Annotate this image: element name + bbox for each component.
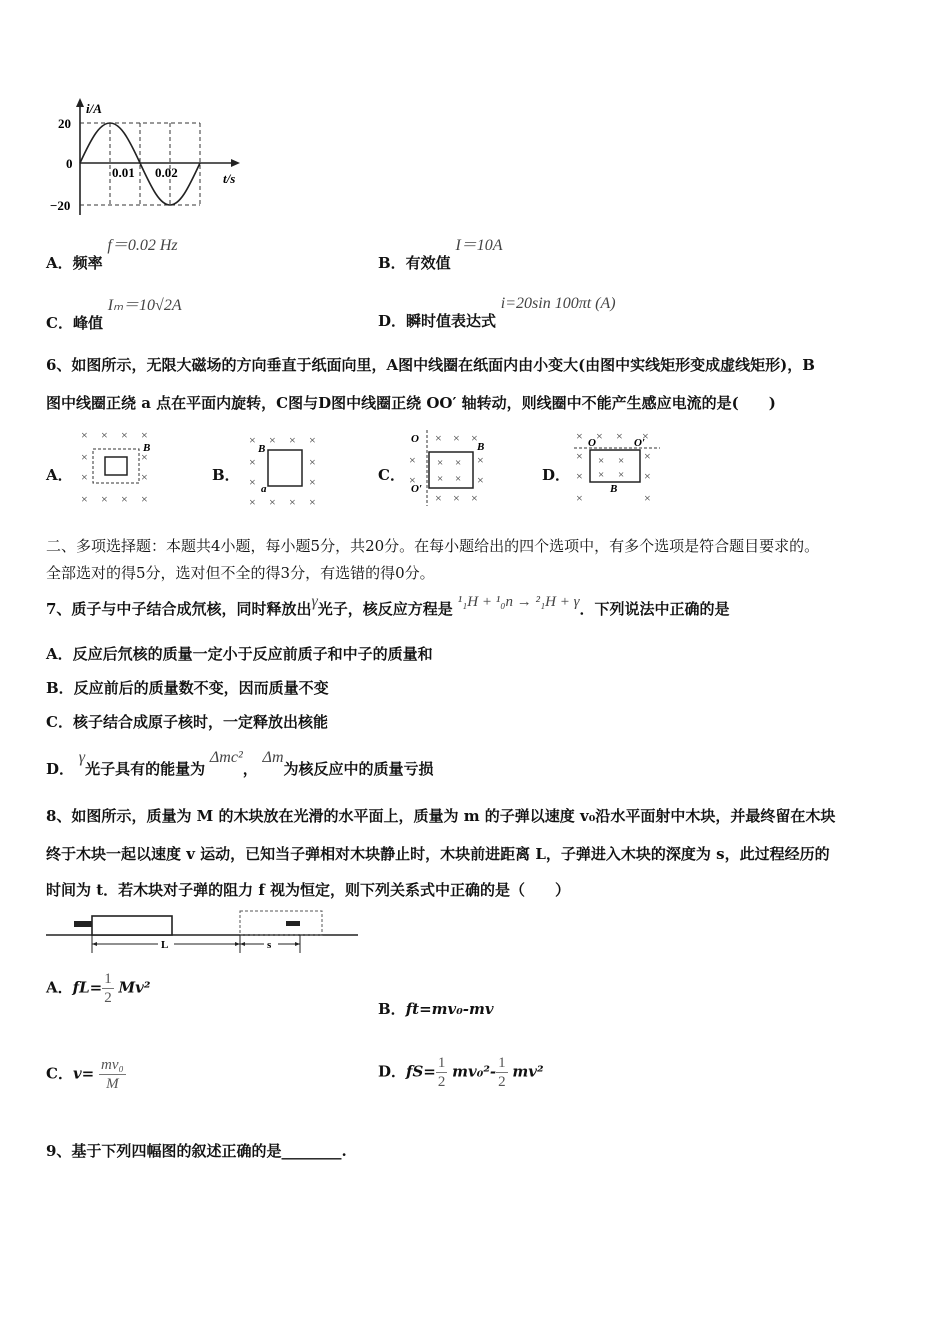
q6-figure-b: [243, 430, 328, 510]
svg-text:×: ×: [101, 492, 108, 506]
graph-tick-001: 0.01: [112, 165, 135, 180]
svg-text:×: ×: [409, 473, 416, 487]
q7-d-math1: Δmc²: [209, 749, 243, 766]
svg-text:×: ×: [477, 453, 484, 467]
svg-text:×: ×: [576, 449, 583, 463]
svg-text:×: ×: [81, 470, 88, 484]
svg-text:×: ×: [453, 431, 460, 445]
svg-text:×: ×: [121, 492, 128, 506]
svg-text:×: ×: [644, 469, 651, 483]
fig-b-letter-a: a: [261, 483, 267, 495]
q8-option-b: [378, 998, 494, 1019]
bullet-final: [286, 921, 300, 926]
svg-text:×: ×: [576, 469, 583, 483]
svg-text:×: ×: [642, 429, 649, 443]
svg-text:×: ×: [309, 433, 316, 447]
svg-text:×: ×: [141, 450, 148, 464]
svg-text:×: ×: [435, 491, 442, 505]
svg-text:×: ×: [616, 429, 623, 443]
q8-option-d: [378, 1054, 544, 1091]
q8-a-post: Mv²: [118, 978, 151, 997]
q7-d-text2: 为核反应中的质量亏损: [283, 760, 434, 778]
svg-text:×: ×: [269, 495, 276, 509]
svg-text:×: ×: [289, 433, 296, 447]
svg-text:×: ×: [121, 428, 128, 442]
q8-stem-line3: 时间为 t．若木块对子弹的阻力 f 视为恒定，则下列关系式中正确的是（ ）: [46, 881, 571, 899]
q6-label-b: B．: [212, 466, 240, 484]
sine-curve: [80, 123, 200, 205]
svg-text:×: ×: [249, 495, 256, 509]
q7-stem-a: 7、质子与中子结合成氘核，同时释放出: [46, 600, 312, 618]
svg-text:×: ×: [81, 428, 88, 442]
graph-ylabel: i/A: [86, 101, 102, 116]
q5-option-d: [378, 292, 616, 330]
q7-gamma: γ: [311, 593, 318, 610]
q7-stem-c: ．下列说法中正确的是: [579, 600, 730, 618]
q7-d-math2: Δm: [262, 749, 284, 766]
svg-text:×: ×: [471, 491, 478, 505]
svg-text:×: ×: [309, 495, 316, 509]
svg-text:×: ×: [269, 433, 276, 447]
q5-option-c-label: C．峰值: [46, 314, 103, 332]
graph-tick-20: 20: [58, 116, 71, 131]
svg-text:×: ×: [249, 455, 256, 469]
q8-c-frac: [99, 1056, 126, 1093]
q8-c-pre: v=: [72, 1064, 95, 1083]
graph-tick-neg20: −20: [50, 198, 71, 213]
svg-text:×: ×: [596, 429, 603, 443]
q7-option-d: [46, 746, 434, 778]
q6-stem-line1: 6、如图所示，无限大磁场的方向垂直于纸面向里，A图中线圈在纸面内由小变大(由图中实线矩形变成虚线矩形)，B: [46, 356, 815, 374]
svg-text:×: ×: [289, 495, 296, 509]
svg-text:×: ×: [141, 492, 148, 506]
q8-d-frac2: [496, 1054, 508, 1091]
q8-d-mid: mv₀²-: [452, 1062, 497, 1081]
q7-d-gamma: γ: [78, 749, 86, 766]
q8-d-num1: 1: [437, 1055, 446, 1071]
q8-b-label: B．: [378, 1000, 406, 1018]
fig-label-s: s: [267, 939, 272, 951]
block-final: [240, 911, 322, 935]
q8-d-label: D．: [378, 1062, 407, 1081]
q6-label-a: A．: [46, 466, 73, 484]
svg-text:×: ×: [409, 453, 416, 467]
q7-option-a: A．反应后氘核的质量一定小于反应前质子和中子的质量和: [46, 645, 433, 663]
section2-line1: 二、多项选择题：本题共4小题，每小题5分，共20分。在每小题给出的四个选项中，有多个选项是符合题目要求的。: [46, 537, 820, 555]
q7-stem: [46, 590, 730, 618]
q8-a-label: A．: [46, 978, 73, 997]
svg-text:×: ×: [437, 473, 444, 485]
q8-d-pre: fS=: [406, 1062, 436, 1081]
q8-option-a: [46, 970, 150, 1007]
fig-c-letter-o: O: [411, 433, 419, 445]
svg-text:×: ×: [455, 457, 462, 469]
svg-text:×: ×: [309, 455, 316, 469]
q6-figure-d: [572, 426, 662, 508]
q7-equation: ¹₁H + ¹₀n → ²₁H + γ: [457, 594, 580, 610]
q9-stem: 9、基于下列四幅图的叙述正确的是________.: [46, 1142, 347, 1160]
svg-text:×: ×: [477, 473, 484, 487]
svg-text:×: ×: [249, 433, 256, 447]
svg-text:×: ×: [598, 455, 605, 467]
q8-d-num2: 1: [498, 1055, 506, 1071]
q8-d-den1: 2: [437, 1074, 446, 1090]
q8-stem-line2: 终于木块一起以速度 v 运动，已知当子弹相对木块静止时，木块前进距离 L，子弹进入木块的深度为 s，此过程经历的: [46, 845, 830, 863]
q8-b-expr: ft=mv₀-mv: [405, 1000, 494, 1018]
fig-a-letter-b: B: [143, 442, 151, 454]
q8-a-pre: fL=: [72, 978, 103, 997]
fig-label-l: L: [161, 939, 169, 951]
q7-d-sep: ，: [242, 760, 258, 778]
q8-d-den2: 2: [498, 1074, 506, 1090]
q5-option-b-math: I＝10A: [455, 237, 503, 254]
q7-d-label: D．: [46, 760, 75, 778]
svg-text:×: ×: [618, 455, 625, 467]
svg-text:×: ×: [81, 450, 88, 464]
q8-d-frac1: [436, 1054, 448, 1091]
svg-text:×: ×: [598, 469, 605, 481]
q5-option-c: [46, 292, 182, 332]
svg-text:×: ×: [141, 428, 148, 442]
q8-option-c: [46, 1056, 126, 1093]
svg-text:×: ×: [141, 470, 148, 484]
q8-a-frac: [102, 970, 114, 1007]
q5-option-c-math: Iₘ＝10√2A: [107, 297, 182, 314]
svg-text:×: ×: [618, 469, 625, 481]
q7-option-b: B．反应前后的质量数不变，因而质量不变: [46, 679, 329, 697]
q6-label-c: C．: [378, 466, 405, 484]
section2-line2: 全部选对的得5分，选对但不全的得3分，有选错的得0分。: [46, 564, 435, 582]
svg-text:×: ×: [249, 475, 256, 489]
svg-text:×: ×: [453, 491, 460, 505]
q8-a-num: 1: [104, 971, 112, 987]
block-initial: [92, 916, 172, 935]
q5-option-b: [378, 232, 503, 272]
sine-current-graph: [40, 95, 250, 220]
q6-figure-a: [75, 425, 165, 507]
graph-xlabel: t/s: [223, 171, 236, 186]
svg-text:×: ×: [644, 449, 651, 463]
svg-text:×: ×: [471, 431, 478, 445]
svg-text:×: ×: [576, 491, 583, 505]
q5-option-a: [46, 232, 178, 272]
q6-figure-c: [405, 428, 495, 508]
q7-stem-b: 光子，核反应方程是: [317, 600, 453, 618]
q8-c-den: M: [106, 1076, 119, 1092]
fig-c-letter-op: O′: [411, 483, 423, 495]
q5-option-d-math: i=20sin 100πt (A): [500, 295, 616, 312]
svg-text:×: ×: [309, 475, 316, 489]
fig-d-letter-op: O′: [634, 437, 646, 449]
fig-b-letter-b: B: [258, 443, 266, 455]
fig-d-letter-o: O: [588, 437, 596, 449]
graph-tick-002: 0.02: [155, 165, 178, 180]
q8-c-num: mv₀: [101, 1057, 124, 1073]
svg-text:×: ×: [644, 491, 651, 505]
q8-stem-line1: 8、如图所示，质量为 M 的木块放在光滑的水平面上，质量为 m 的子弹以速度 v₀沿水平面射中木块，并最终留在木块: [46, 807, 836, 825]
q8-c-label: C．: [46, 1064, 73, 1083]
q5-option-d-label: D．瞬时值表达式: [378, 312, 497, 330]
q5-option-a-math: f＝0.02 Hz: [107, 237, 178, 254]
fig-c-letter-b: B: [477, 441, 485, 453]
svg-text:×: ×: [455, 473, 462, 485]
q8-block-bullet-figure: [46, 905, 361, 955]
svg-text:×: ×: [101, 428, 108, 442]
q5-option-b-label: B．有效值: [378, 254, 451, 272]
q8-a-den: 2: [104, 990, 112, 1006]
q7-option-c: C．核子结合成原子核时，一定释放出核能: [46, 713, 328, 731]
q5-option-a-label: A．频率: [46, 254, 103, 272]
q8-d-post: mv²: [512, 1062, 544, 1081]
q7-d-text1: 光子具有的能量为: [85, 760, 206, 778]
bullet-initial: [74, 921, 92, 927]
svg-text:×: ×: [576, 429, 583, 443]
svg-text:×: ×: [437, 457, 444, 469]
svg-text:×: ×: [435, 431, 442, 445]
fig-d-letter-b: B: [610, 483, 618, 495]
graph-tick-0: 0: [66, 156, 73, 171]
q6-stem-line2: 图中线圈正绕 a 点在平面内旋转，C图与D图中线圈正绕 OO′ 轴转动，则线圈中不能产生感应电流的是( ): [46, 394, 776, 412]
q6-label-d: D．: [542, 466, 571, 484]
svg-text:×: ×: [81, 492, 88, 506]
